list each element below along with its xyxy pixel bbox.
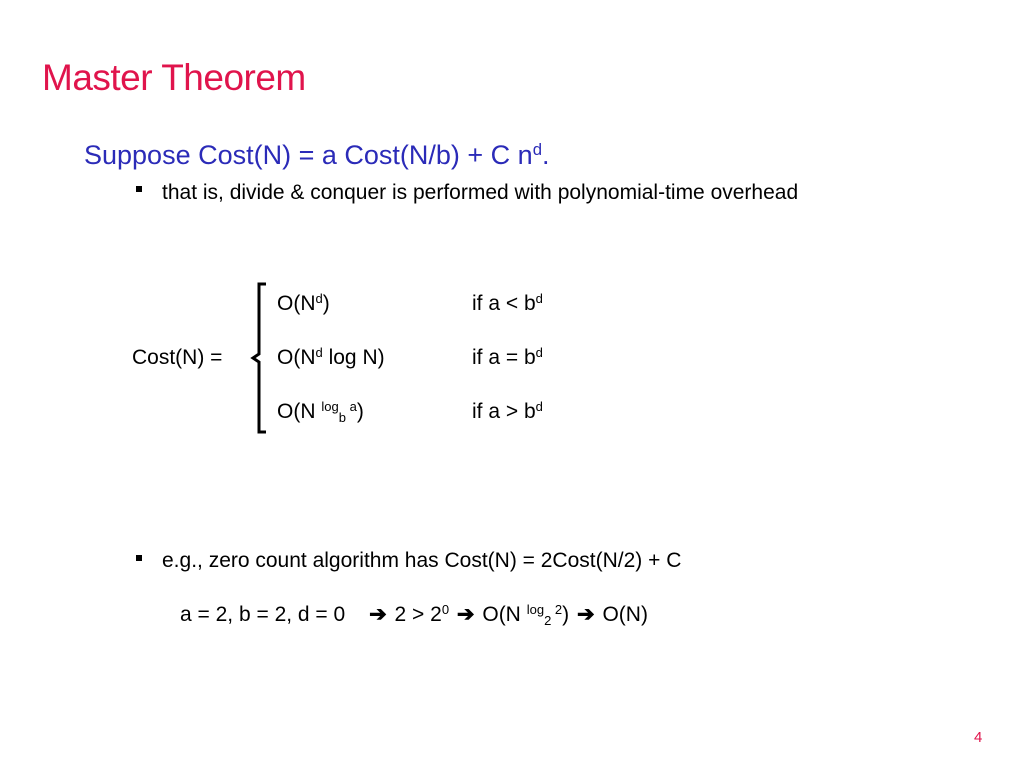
case-1-expr-base: O(N <box>277 292 316 315</box>
example-bound-close: ) <box>562 603 570 626</box>
case-3-cond-text: if a > b <box>472 400 536 423</box>
main-bullet-superscript: d <box>532 139 542 159</box>
sub-bullet-example: e.g., zero count algorithm has Cost(N) = 2Cost(N/2) + C <box>162 549 682 572</box>
case-3-expr-log-base: b <box>338 409 346 425</box>
case-2-expr-close: log N) <box>322 346 385 369</box>
example-result: O(N) <box>602 603 648 626</box>
case-2-cond-exponent: d <box>535 344 543 360</box>
right-arrow-icon: ➔ <box>456 603 475 626</box>
case-3-condition <box>472 399 543 425</box>
case-3-cond-exponent: d <box>535 398 543 414</box>
example-params: a = 2, b = 2, d = 0 <box>180 603 346 626</box>
example-comparison: 2 > 2 <box>394 603 442 626</box>
case-2-expr-base: O(N <box>277 346 316 369</box>
case-1-condition <box>472 291 543 317</box>
case-1-expression <box>277 291 330 317</box>
case-3-expr-base: O(N <box>277 400 322 423</box>
right-arrow-icon: ➔ <box>577 603 595 626</box>
case-3-expr-log: log <box>321 398 339 414</box>
main-bullet-end: . <box>542 140 550 170</box>
example-bound-log-arg: 2 <box>551 601 563 617</box>
square-bullet-icon <box>136 186 142 192</box>
page-number: 4 <box>974 729 983 746</box>
case-2-expression <box>277 345 385 371</box>
slide-title: Master Theorem <box>42 57 306 98</box>
case-2-cond-text: if a = b <box>472 346 536 369</box>
formula-lhs: Cost(N) = <box>132 346 223 369</box>
case-1-cond-text: if a < b <box>472 292 536 315</box>
case-3-expression <box>277 399 364 425</box>
left-curly-brace <box>246 282 270 434</box>
example-derivation <box>180 602 648 628</box>
case-1-expr-close: ) <box>322 292 330 315</box>
case-3-expr-log-arg: a <box>345 398 357 414</box>
sub-bullet-overhead: that is, divide & conquer is performed with polynomial-time overhead <box>162 181 799 204</box>
example-bound-log-base: 2 <box>544 612 552 628</box>
case-2-expr-exponent: d <box>315 344 323 360</box>
example-comparison-exponent: 0 <box>441 601 450 617</box>
main-bullet-text: Suppose Cost(N) = a Cost(N/b) + C n <box>84 140 533 170</box>
case-3-expr-close: ) <box>356 400 364 423</box>
main-bullet <box>84 138 550 172</box>
example-bound-log: log <box>526 601 545 617</box>
case-2-condition <box>472 345 543 371</box>
case-1-cond-exponent: d <box>535 290 543 306</box>
example-bound-base: O(N <box>482 603 527 626</box>
case-1-expr-exponent: d <box>315 290 323 306</box>
right-arrow-icon: ➔ <box>369 603 387 626</box>
square-bullet-icon <box>136 555 142 561</box>
